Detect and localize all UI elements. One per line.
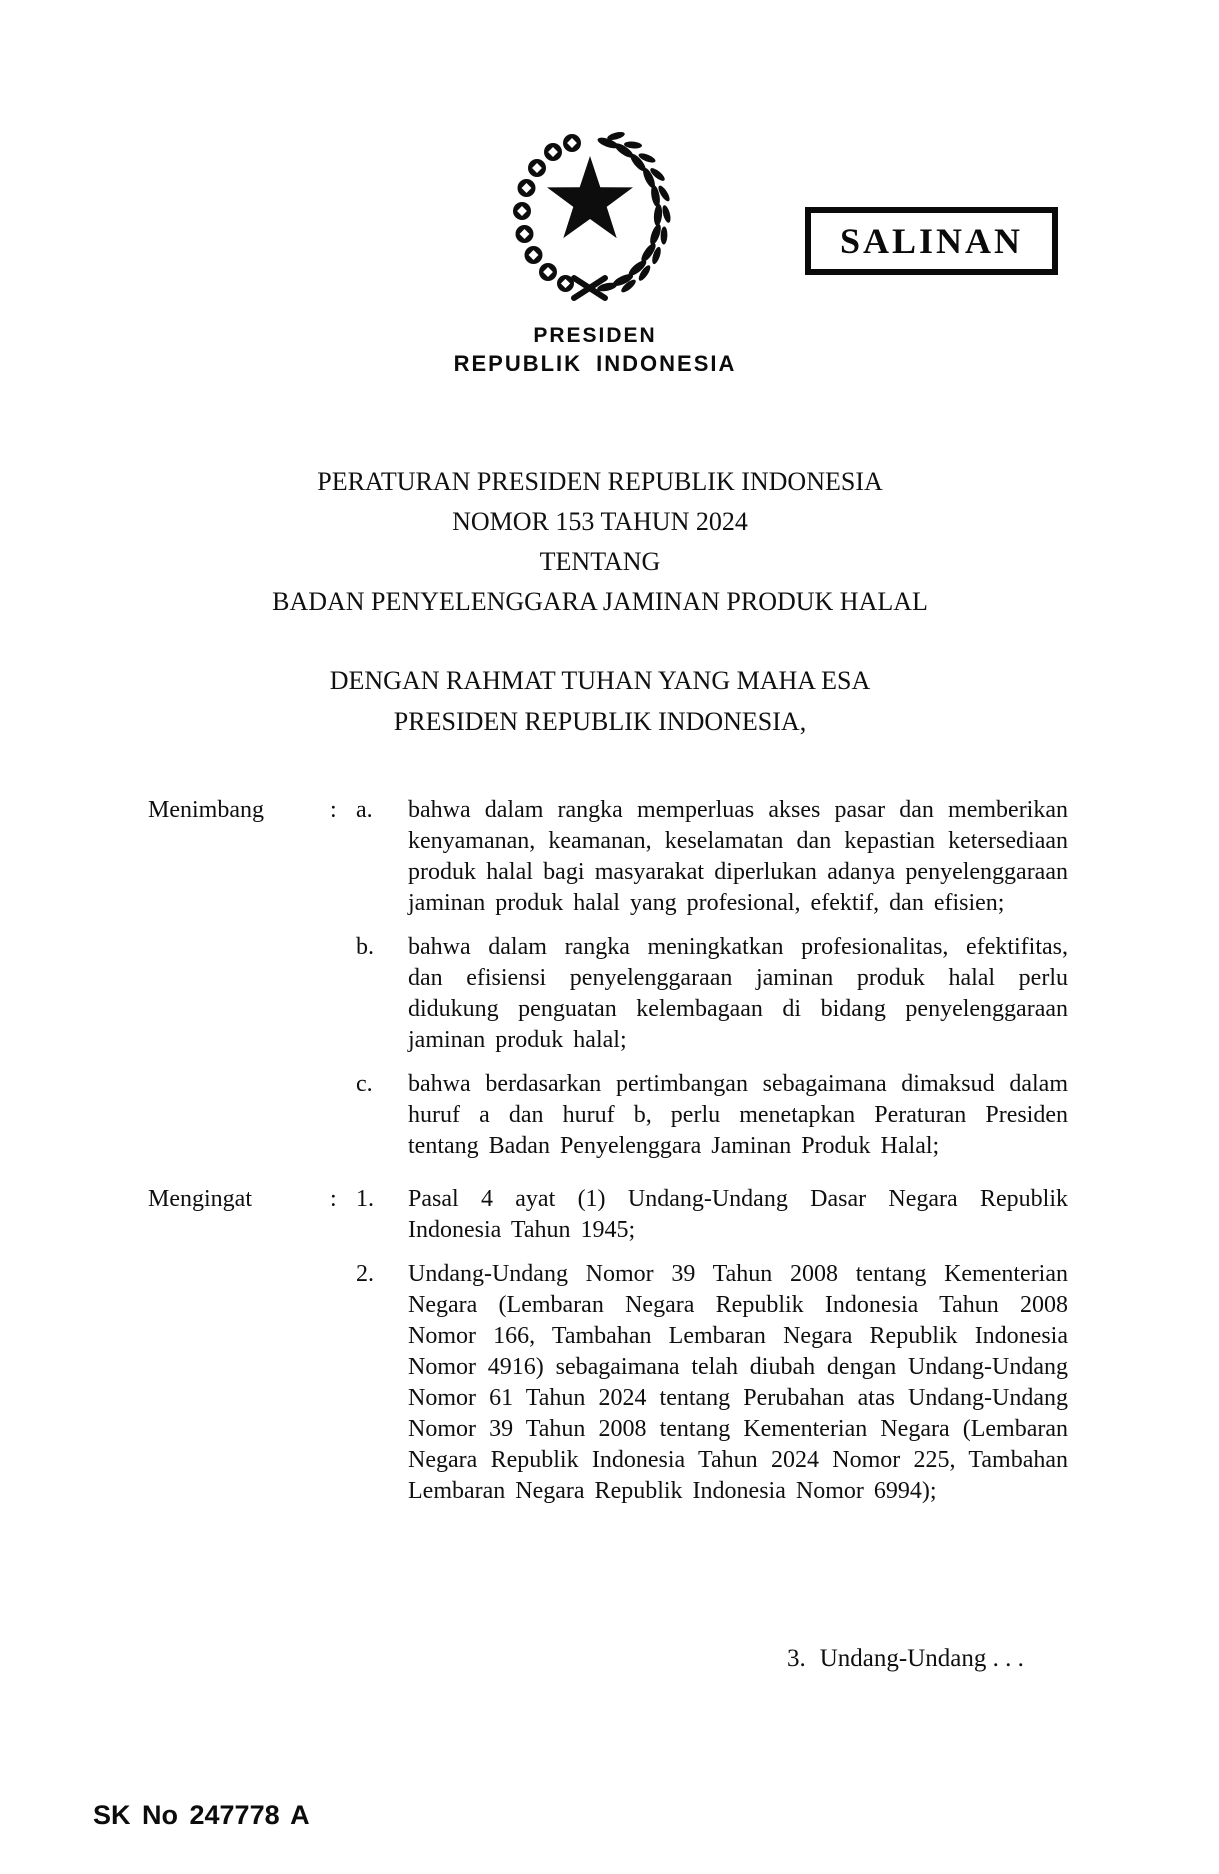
- spacer: [330, 1069, 356, 1162]
- spacer: [148, 932, 330, 1056]
- mengingat-item-1-text: Pasal 4 ayat (1) Undang-Undang Dasar Negara Republik Indonesia Tahun 1945;: [408, 1186, 1068, 1243]
- menimbang-item-a-text: bahwa dalam rangka memperluas akses pasar dan memberikan kenyamanan, keamanan, keselamatan dan kepastian ketersediaan produk halal bagi masyarakat diperlukan adanya penyelenggaraan jaminan produk halal yang profesional, efektif, dan efisien;: [408, 797, 1068, 916]
- invocation-line-1: DENGAN RAHMAT TUHAN YANG MAHA ESA: [329, 666, 871, 695]
- menimbang-colon: :: [330, 797, 337, 823]
- mengingat-label: Mengingat: [148, 1186, 252, 1212]
- invocation-line-2: PRESIDEN REPUBLIK INDONESIA,: [393, 707, 807, 736]
- menimbang-item-b-text: bahwa dalam rangka meningkatkan profesionalitas, efektifitas, dan efisiensi penyelenggaraan jaminan produk halal perlu didukung penguatan kelembagaan di bidang penyelenggaraan jaminan produk halal;: [408, 934, 1068, 1053]
- menimbang-section: [148, 795, 1068, 1162]
- catchword-line: [787, 1645, 1024, 1673]
- document-body: [148, 795, 1068, 1529]
- mengingat-item-row: [148, 1184, 1068, 1246]
- title-line-2: NOMOR 153 TAHUN 2024: [452, 507, 748, 536]
- presidential-emblem-icon: [504, 126, 676, 304]
- menimbang-item-row: [148, 1069, 1068, 1162]
- list-marker-a: a.: [356, 797, 373, 823]
- title-line-3: TENTANG: [539, 547, 661, 576]
- wreath-left-rosettes: [513, 134, 581, 292]
- list-marker-2: 2.: [356, 1261, 374, 1287]
- catchword-text: Undang-Undang . . .: [819, 1645, 1024, 1672]
- spacer: [330, 932, 356, 1056]
- list-marker-1: 1.: [356, 1186, 374, 1212]
- mengingat-item-2-text: Undang-Undang Nomor 39 Tahun 2008 tentang Kementerian Negara (Lembaran Negara Republik Indonesia Tahun 2008 Nomor 166, Tambahan Lembaran Negara Republik Indonesia Nomor 4916) sebagaimana telah diubah dengan Undang-Undang Nomor 61 Tahun 2024 tentang Perubahan atas Undang-Undang Nomor 39 Tahun 2008 tentang Kementerian Negara (Lembaran Negara Republik Indonesia Tahun 2024 Nomor 225, Tambahan Lembaran Negara Republik Indonesia Nomor 6994);: [408, 1261, 1068, 1504]
- letterhead-presiden: PRESIDEN: [533, 324, 657, 347]
- spacer: [148, 1069, 330, 1162]
- title-line-1: PERATURAN PRESIDEN REPUBLIK INDONESIA: [317, 467, 883, 496]
- salinan-stamp-label: SALINAN: [839, 221, 1024, 261]
- menimbang-label: Menimbang: [148, 797, 264, 823]
- mengingat-colon: :: [330, 1186, 337, 1212]
- star-wreath-icon: [504, 126, 676, 304]
- list-marker-c: c.: [356, 1071, 373, 1097]
- title-line-4: BADAN PENYELENGGARA JAMINAN PRODUK HALAL: [272, 587, 928, 616]
- invocation: [0, 660, 1200, 742]
- spacer: [330, 1259, 356, 1507]
- menimbang-item-row: [148, 932, 1068, 1056]
- salinan-stamp: [805, 207, 1058, 275]
- spacer: [148, 1259, 330, 1507]
- letterhead: [0, 322, 1190, 378]
- menimbang-item-row: [148, 795, 1068, 919]
- letterhead-republik-indonesia: REPUBLIK INDONESIA: [453, 351, 737, 376]
- menimbang-item-c-text: bahwa berdasarkan pertimbangan sebagaimana dimaksud dalam huruf a dan huruf b, perlu menetapkan Peraturan Presiden tentang Badan Penyelenggara Jaminan Produk Halal;: [408, 1071, 1068, 1159]
- regulation-title: [0, 462, 1200, 622]
- mengingat-section: [148, 1184, 1068, 1507]
- catchword-marker: 3.: [787, 1645, 806, 1672]
- list-marker-b: b.: [356, 934, 374, 960]
- sk-control-number: SK No 247778 A: [93, 1800, 310, 1830]
- mengingat-item-row: [148, 1259, 1068, 1507]
